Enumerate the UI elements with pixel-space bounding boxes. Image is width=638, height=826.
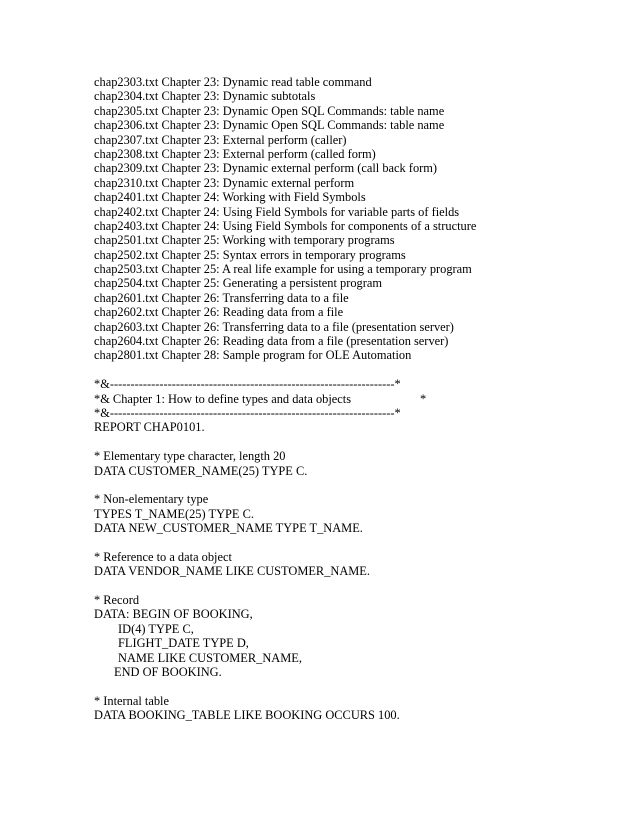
list-item: chap2307.txt Chapter 23: External perform (caller) bbox=[94, 132, 347, 147]
list-item: chap2501.txt Chapter 25: Working with temporary programs bbox=[94, 233, 395, 248]
list-item: chap2604.txt Chapter 26: Reading data from a file (presentation server) bbox=[94, 334, 449, 349]
list-item: chap2309.txt Chapter 23: Dynamic external perform (call back form) bbox=[94, 161, 438, 176]
code-statement: DATA CUSTOMER_NAME(25) TYPE C. bbox=[94, 463, 308, 478]
list-item: chap2401.txt Chapter 24: Working with Field Symbols bbox=[94, 190, 366, 205]
blank-line bbox=[94, 579, 614, 593]
list-item: chap2601.txt Chapter 26: Transferring data to a file bbox=[94, 290, 349, 305]
code-statement: TYPES T_NAME(25) TYPE C. bbox=[94, 506, 254, 521]
list-item: chap2403.txt Chapter 24: Using Field Symbols for components of a structure bbox=[94, 218, 477, 233]
code-statement: DATA NEW_CUSTOMER_NAME TYPE T_NAME. bbox=[94, 521, 363, 536]
list-item: chap2603.txt Chapter 26: Transferring data to a file (presentation server) bbox=[94, 319, 454, 334]
code-comment: * Elementary type character, length 20 bbox=[94, 449, 286, 464]
code-comment: * Internal table bbox=[94, 693, 169, 708]
code-statement: FLIGHT_DATE TYPE D, bbox=[118, 636, 249, 651]
blank-line bbox=[94, 679, 614, 693]
code-section-record bbox=[94, 593, 614, 679]
list-item: chap2305.txt Chapter 23: Dynamic Open SQL Commands: table name bbox=[94, 103, 445, 118]
blank-line bbox=[94, 363, 614, 377]
list-item: chap2308.txt Chapter 23: External perform (called form) bbox=[94, 146, 376, 161]
code-section-reference bbox=[94, 550, 614, 579]
list-item: chap2502.txt Chapter 25: Syntax errors in temporary programs bbox=[94, 247, 406, 262]
document-page bbox=[94, 75, 614, 723]
code-statement: DATA BOOKING_TABLE LIKE BOOKING OCCURS 100. bbox=[94, 708, 400, 723]
blank-line bbox=[94, 536, 614, 550]
list-item: chap2304.txt Chapter 23: Dynamic subtotals bbox=[94, 89, 316, 104]
code-comment: * Non-elementary type bbox=[94, 492, 209, 507]
list-item: chap2602.txt Chapter 26: Reading data from a file bbox=[94, 305, 344, 320]
list-item: chap2801.txt Chapter 28: Sample program for OLE Automation bbox=[94, 348, 412, 363]
code-comment: * Record bbox=[94, 593, 140, 608]
code-statement: ID(4) TYPE C, bbox=[118, 621, 194, 636]
header-rule-bottom: *&---------------------------------------------------------------------* bbox=[94, 405, 401, 420]
code-statement: DATA VENDOR_NAME LIKE CUSTOMER_NAME. bbox=[94, 564, 370, 579]
header-title-line bbox=[94, 392, 614, 406]
code-comment: * Reference to a data object bbox=[94, 549, 232, 564]
code-statement: NAME LIKE CUSTOMER_NAME, bbox=[118, 650, 302, 665]
list-item: chap2310.txt Chapter 23: Dynamic external perform bbox=[94, 175, 355, 190]
list-item: chap2503.txt Chapter 25: A real life example for using a temporary program bbox=[94, 262, 472, 277]
list-item: chap2504.txt Chapter 25: Generating a persistent program bbox=[94, 276, 382, 291]
header-title: *& Chapter 1: How to define types and data objects bbox=[94, 391, 352, 406]
code-statement: END OF BOOKING. bbox=[114, 665, 222, 680]
chapter-file-list bbox=[94, 75, 614, 363]
header-title-star: * bbox=[420, 391, 427, 406]
list-item: chap2402.txt Chapter 24: Using Field Symbols for variable parts of fields bbox=[94, 204, 460, 219]
code-section-internal-table bbox=[94, 694, 614, 723]
blank-line bbox=[94, 478, 614, 492]
program-header-block bbox=[94, 377, 614, 435]
code-section-nonelementary bbox=[94, 492, 614, 535]
code-statement: DATA: BEGIN OF BOOKING, bbox=[94, 607, 253, 622]
report-statement: REPORT CHAP0101. bbox=[94, 420, 205, 435]
list-item: chap2306.txt Chapter 23: Dynamic Open SQL Commands: table name bbox=[94, 118, 445, 133]
list-item: chap2303.txt Chapter 23: Dynamic read table command bbox=[94, 75, 372, 89]
header-rule-top: *&---------------------------------------------------------------------* bbox=[94, 377, 401, 392]
code-section-elementary bbox=[94, 449, 614, 478]
blank-line bbox=[94, 435, 614, 449]
